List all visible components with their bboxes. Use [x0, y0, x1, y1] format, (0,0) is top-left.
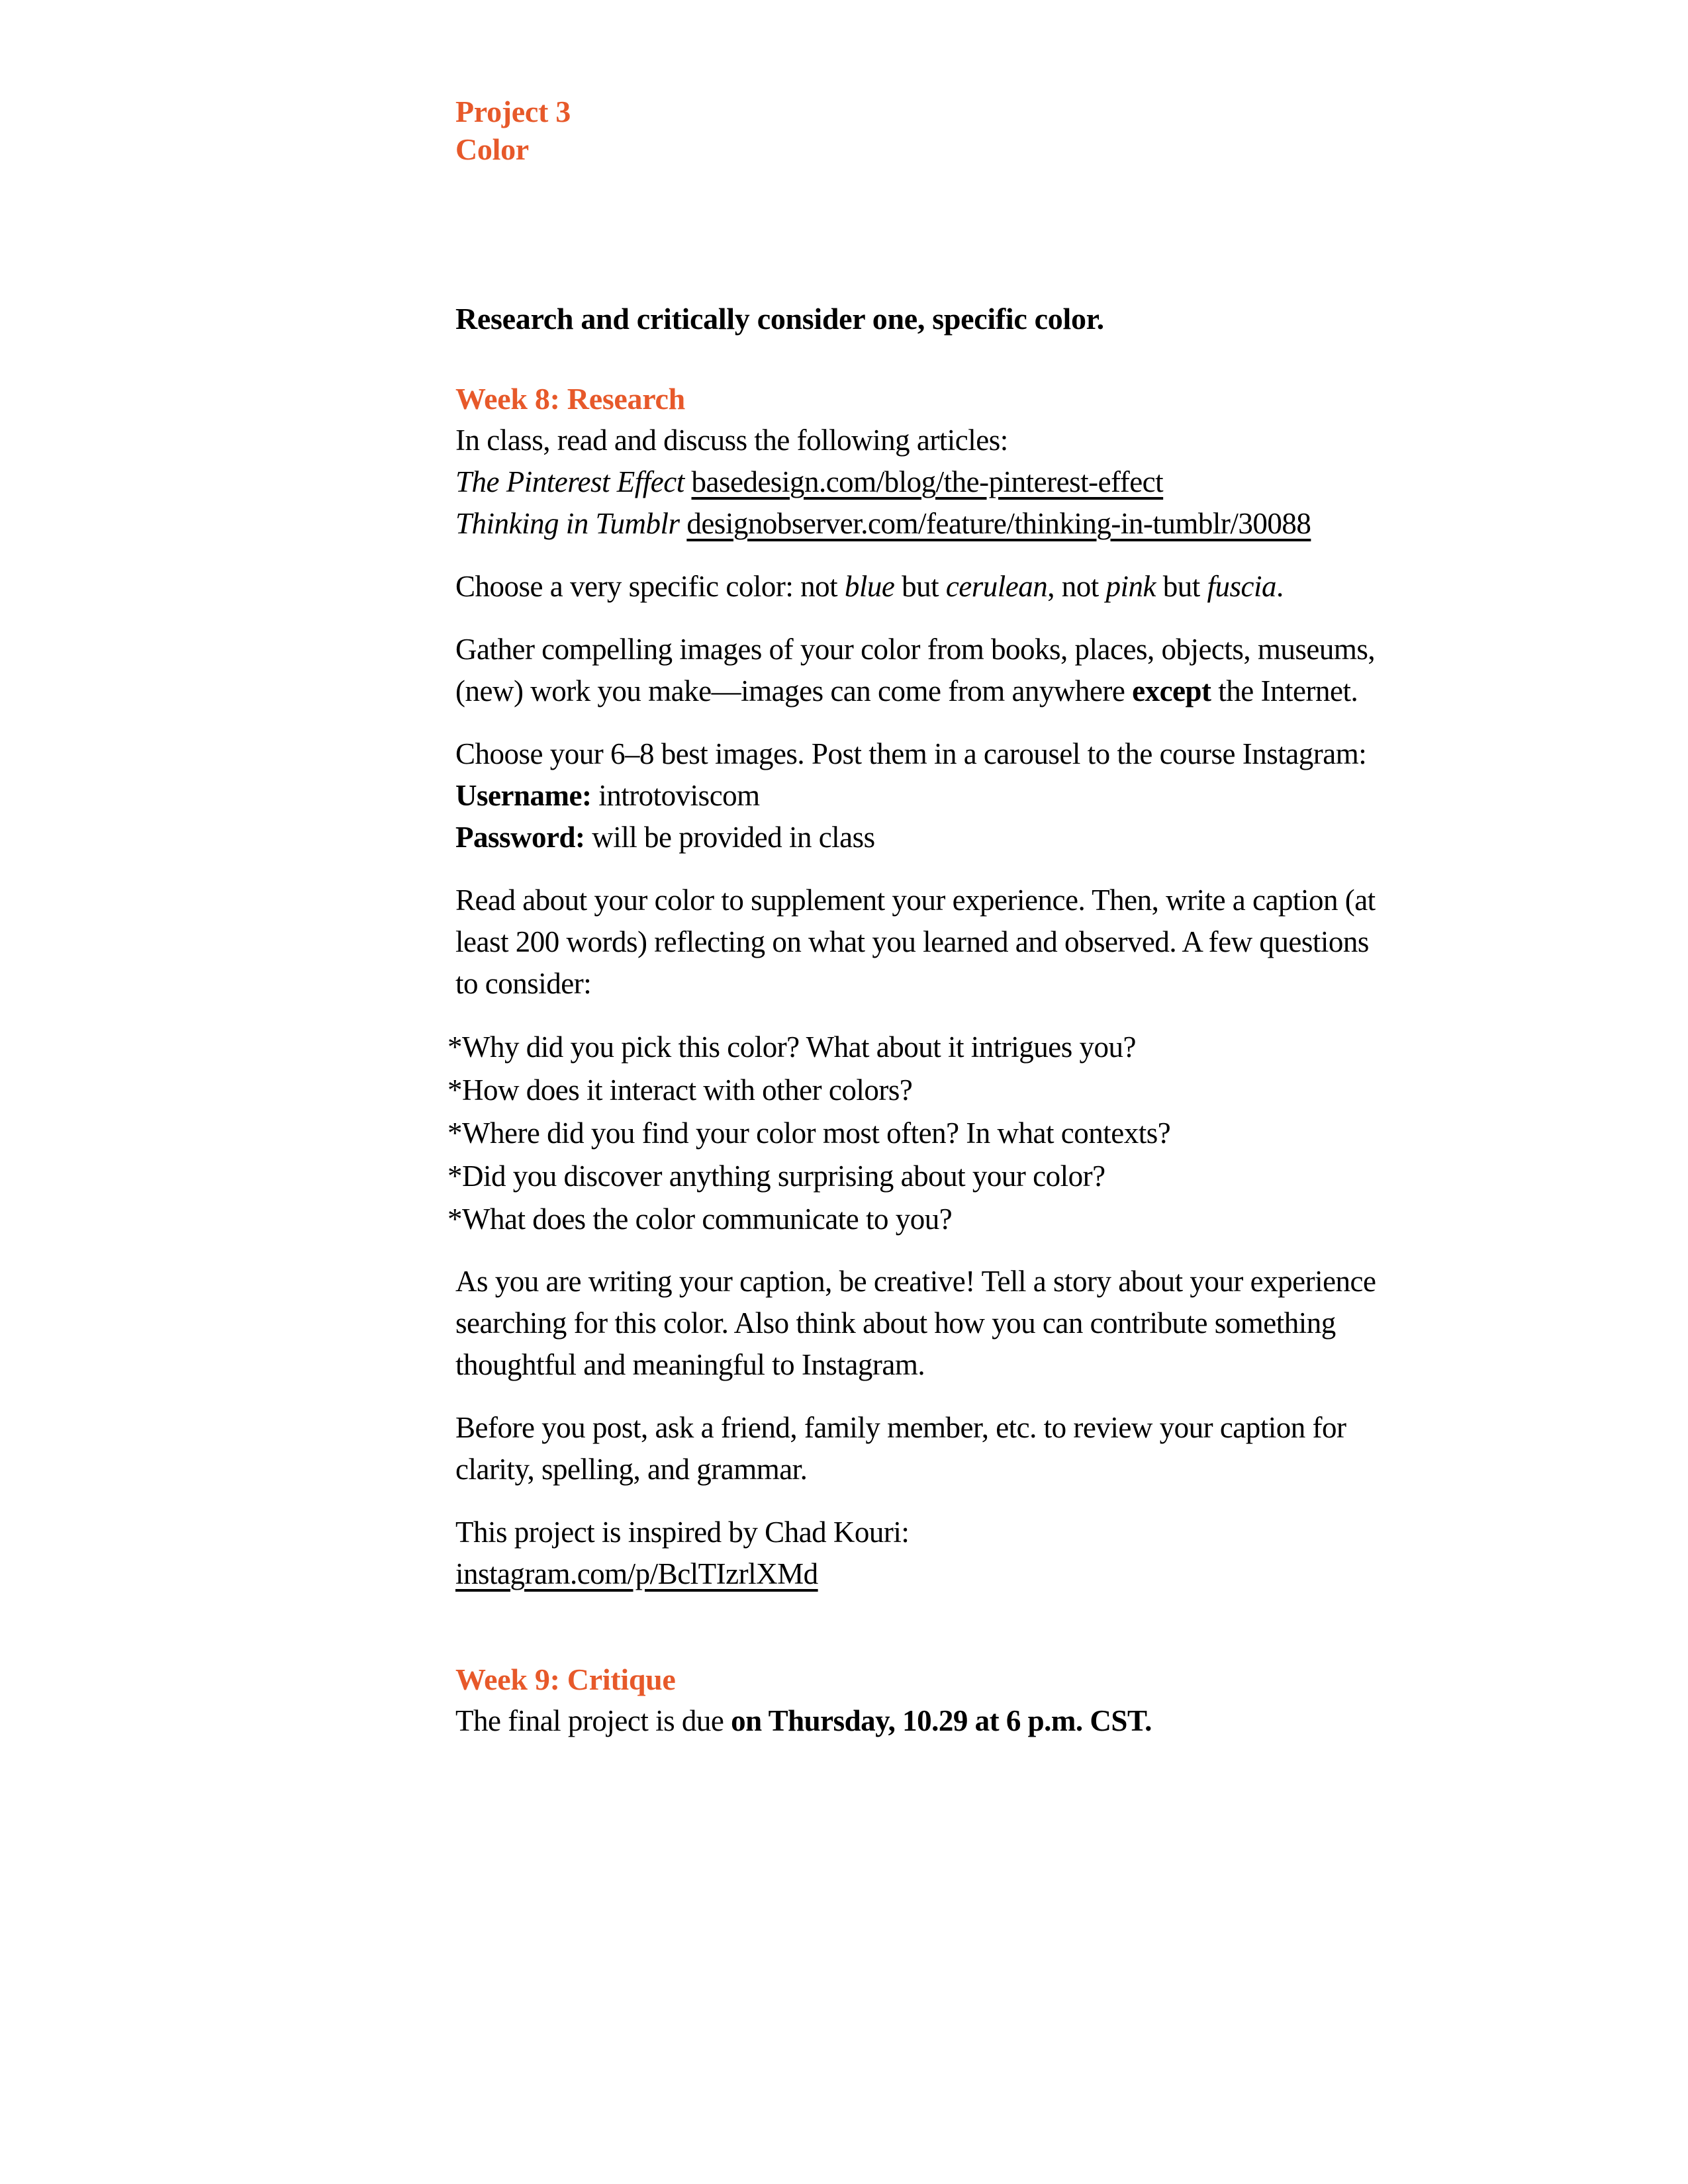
creative-line-2: searching for this color. Also think about how you can contribute something	[455, 1306, 1336, 1340]
review-line-2: clarity, spelling, and grammar.	[455, 1453, 808, 1486]
creative-paragraph	[455, 1261, 1463, 1386]
article-title-pinterest: The Pinterest Effect	[455, 465, 684, 498]
week9-heading: Week 9: Critique	[455, 1662, 676, 1696]
choose-color-text: Choose a very specific color: not	[455, 570, 845, 603]
instagram-post-paragraph	[455, 733, 1463, 858]
article-title-tumblr: Thinking in Tumblr	[455, 507, 680, 540]
assignment-brief: Research and critically consider one, specific color.	[455, 302, 1104, 336]
project-title: Color	[455, 132, 529, 166]
due-date-paragraph	[455, 1700, 1463, 1742]
inspiration-link[interactable]: instagram.com/p/BclTIzrlXMd	[455, 1557, 818, 1590]
article-line-pinterest	[455, 461, 1463, 503]
articles-paragraph	[455, 420, 1463, 545]
caption-line-3: to consider:	[455, 967, 592, 1000]
username-line	[455, 775, 1463, 817]
creative-line-1: As you are writing your caption, be creative! Tell a story about your experience	[455, 1265, 1376, 1298]
word-pink: pink	[1105, 570, 1156, 603]
password-line	[455, 817, 1463, 858]
question-item-interact: *How does it interact with other colors?	[447, 1073, 913, 1107]
question-item-surprising: *Did you discover anything surprising about your color?	[447, 1160, 1105, 1193]
read-intro-line: In class, read and discuss the following articles:	[455, 424, 1008, 457]
password-label: Password:	[455, 821, 585, 854]
article-link-pinterest[interactable]: basedesign.com/blog/the-pinterest-effect	[691, 465, 1164, 498]
password-value: will be provided in class	[585, 821, 875, 854]
gather-line-1: Gather compelling images of your color from books, places, objects, museums,	[455, 633, 1376, 666]
creative-line-3: thoughtful and meaningful to Instagram.	[455, 1348, 925, 1381]
article-link-tumblr[interactable]: designobserver.com/feature/thinking-in-tumblr/30088	[686, 507, 1311, 540]
due-date-bold: on Thursday, 10.29 at 6 p.m. CST.	[731, 1704, 1152, 1737]
review-paragraph	[455, 1407, 1463, 1490]
inspiration-line: This project is inspired by Chad Kouri:	[455, 1516, 910, 1549]
post-instructions-line: Choose your 6–8 best images. Post them in a carousel to the course Instagram:	[455, 737, 1367, 770]
project-header	[455, 93, 1463, 168]
inspiration-paragraph	[455, 1512, 1463, 1595]
word-blue: blue	[844, 570, 895, 603]
article-line-tumblr	[455, 503, 1463, 545]
project-number: Project 3	[455, 95, 571, 128]
questions-list	[447, 1026, 1463, 1241]
word-cerulean: cerulean	[945, 570, 1048, 603]
choose-color-paragraph: Choose a very specific color: not blue but cerulean, not pink but fuscia.	[455, 570, 1284, 603]
username-value: introtoviscom	[591, 779, 760, 812]
caption-paragraph	[455, 880, 1463, 1005]
caption-line-2: least 200 words) reflecting on what you learned and observed. A few questions	[455, 925, 1369, 958]
gather-line-2: (new) work you make—images can come from anywhere except the Internet.	[455, 674, 1358, 707]
gather-images-paragraph	[455, 629, 1463, 712]
word-fuscia: fuscia	[1207, 570, 1277, 603]
inspiration-link-line	[455, 1553, 1463, 1595]
question-item-why: *Why did you pick this color? What about it intrigues you?	[447, 1030, 1136, 1064]
username-label: Username:	[455, 779, 592, 812]
question-item-where: *Where did you find your color most often? In what contexts?	[447, 1116, 1171, 1150]
word-except: except	[1132, 674, 1211, 707]
review-line-1: Before you post, ask a friend, family member, etc. to review your caption for	[455, 1411, 1346, 1444]
due-date-text: The final project is due	[455, 1704, 731, 1737]
caption-line-1: Read about your color to supplement your experience. Then, write a caption (at	[455, 884, 1376, 917]
week8-heading: Week 8: Research	[455, 382, 685, 416]
question-item-communicate: *What does the color communicate to you?	[447, 1203, 953, 1236]
